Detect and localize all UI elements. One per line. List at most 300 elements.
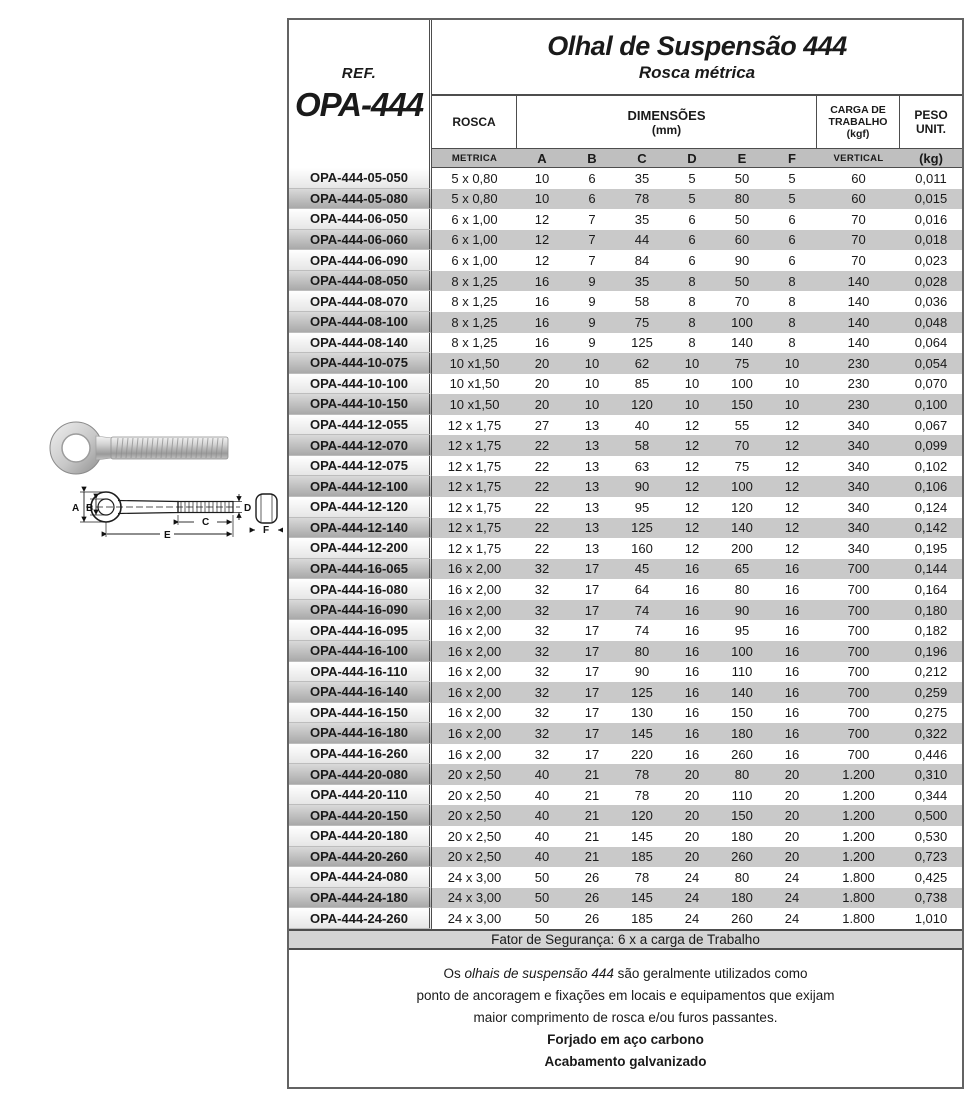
col-header-carga: CARGA DE TRABALHO (kgf) [817,96,900,148]
cell-c: 78 [634,787,650,803]
cell-e: 180 [731,890,753,906]
safety-factor-bar: Fator de Segurança: 6 x a carga de Trabalho [289,929,962,950]
cell-ref: OPA-444-16-065 [289,559,432,580]
cell-f: 20 [784,828,800,844]
cell-e: 90 [734,253,750,269]
cell-vertical: 1.200 [842,828,875,844]
cell-c: 145 [631,828,653,844]
cell-ref: OPA-444-16-095 [289,620,432,641]
cell-a: 22 [534,540,550,556]
cell-vertical: 340 [847,499,870,515]
table-row [289,209,962,230]
cell-a: 22 [534,479,550,495]
cell-ref: OPA-444-10-075 [289,353,432,374]
cell-rosca: 16 x 2,00 [447,684,502,700]
cell-c: 35 [634,170,650,186]
cell-d: 16 [684,664,700,680]
cell-b: 10 [584,355,600,371]
cell-rosca: 16 x 2,00 [447,602,502,618]
cell-f: 6 [788,211,796,227]
ref-header-cell [289,20,432,168]
cell-b: 21 [584,808,600,824]
cell-c: 120 [631,396,653,412]
cell-peso: 0,196 [914,643,948,659]
cell-f: 5 [788,191,796,207]
cell-rosca: 16 x 2,00 [447,643,502,659]
notes-box [289,950,962,1087]
cell-c: 84 [634,253,650,269]
eye-bolt-illustration [28,412,283,562]
cell-a: 12 [534,211,550,227]
cell-f: 16 [784,602,800,618]
cell-peso: 0,322 [914,725,948,741]
col-header-dimensoes: DIMENSÕES (mm) [517,96,817,148]
cell-b: 17 [584,684,600,700]
cell-vertical: 230 [847,376,870,392]
cell-c: 120 [631,808,653,824]
cell-d: 16 [684,725,700,741]
cell-a: 12 [534,253,550,269]
cell-d: 5 [688,191,696,207]
cell-a: 32 [534,725,550,741]
cell-c: 62 [634,355,650,371]
column-headers [432,96,962,148]
cell-ref: OPA-444-06-090 [289,250,432,271]
table-row [289,291,962,312]
cell-e: 140 [731,520,753,536]
cell-peso: 1,010 [914,911,948,927]
cell-b: 21 [584,787,600,803]
cell-vertical: 1.800 [842,911,875,927]
cell-peso: 0,195 [914,540,948,556]
cell-e: 100 [731,643,753,659]
cell-rosca: 12 x 1,75 [447,479,502,495]
cell-b: 13 [584,499,600,515]
cell-rosca: 8 x 1,25 [451,314,498,330]
cell-vertical: 60 [851,191,866,207]
cell-rosca: 12 x 1,75 [447,540,502,556]
cell-c: 44 [634,232,650,248]
cell-e: 50 [734,211,750,227]
cell-peso: 0,142 [914,520,948,536]
cell-vertical: 700 [847,582,870,598]
cell-rosca: 6 x 1,00 [451,211,498,227]
cell-b: 26 [584,890,600,906]
cell-peso: 0,500 [914,808,948,824]
page-title: Olhal de Suspensão 444 [547,31,847,61]
dim-label-f: F [263,525,270,536]
dim-label-d: D [244,503,252,514]
cell-b: 17 [584,664,600,680]
cell-e: 140 [731,335,753,351]
cell-vertical: 70 [851,253,866,269]
page-subtitle: Rosca métrica [638,63,756,82]
cell-a: 40 [534,828,550,844]
cell-vertical: 1.200 [842,849,875,865]
cell-d: 16 [684,623,700,639]
title-box [432,20,962,96]
cell-c: 74 [634,602,650,618]
cell-peso: 0,124 [914,499,948,515]
cell-a: 32 [534,705,550,721]
cell-f: 12 [784,479,800,495]
cell-b: 7 [588,253,596,269]
cell-f: 12 [784,438,800,454]
cell-b: 21 [584,828,600,844]
cell-rosca: 8 x 1,25 [451,273,498,289]
table-row [289,641,962,662]
cell-vertical: 230 [847,396,870,412]
cell-c: 125 [631,520,653,536]
cell-a: 22 [534,520,550,536]
cell-d: 8 [688,335,696,351]
cell-peso: 0,344 [914,787,948,803]
cell-rosca: 6 x 1,00 [451,253,498,269]
cell-ref: OPA-444-05-050 [289,168,432,189]
cell-e: 90 [734,602,750,618]
cell-a: 16 [534,294,550,310]
dim-label-e: E [164,530,171,541]
cell-ref: OPA-444-20-260 [289,847,432,868]
cell-peso: 0,100 [914,396,948,412]
cell-c: 125 [631,335,653,351]
table-row [289,476,962,497]
cell-rosca: 24 x 3,00 [447,869,502,885]
cell-rosca: 8 x 1,25 [451,335,498,351]
cell-e: 50 [734,170,750,186]
cell-ref: OPA-444-10-100 [289,374,432,395]
cell-d: 20 [684,849,700,865]
cell-vertical: 340 [847,438,870,454]
cell-peso: 0,738 [914,890,948,906]
cell-ref: OPA-444-16-080 [289,579,432,600]
cell-a: 10 [534,170,550,186]
table-row [289,682,962,703]
cell-peso: 0,064 [914,335,948,351]
cell-rosca: 10 x1,50 [449,376,500,392]
cell-d: 16 [684,602,700,618]
cell-d: 20 [684,787,700,803]
cell-e: 260 [731,746,753,762]
cell-peso: 0,180 [914,602,948,618]
cell-rosca: 20 x 2,50 [447,849,502,865]
cell-e: 260 [731,911,753,927]
cell-e: 200 [731,540,753,556]
cell-ref: OPA-444-16-180 [289,723,432,744]
cell-vertical: 700 [847,746,870,762]
cell-f: 24 [784,890,800,906]
cell-peso: 0,310 [914,767,948,783]
cell-peso: 0,067 [914,417,948,433]
cell-c: 35 [634,211,650,227]
cell-ref: OPA-444-12-140 [289,518,432,539]
notes-line-5: Acabamento galvanizado [544,1053,707,1069]
table-row [289,662,962,683]
cell-peso: 0,028 [914,273,948,289]
cell-b: 26 [584,869,600,885]
catalog-table [287,18,964,1089]
cell-vertical: 700 [847,561,870,577]
subheader-b: B [587,150,597,166]
cell-vertical: 700 [847,602,870,618]
cell-a: 10 [534,191,550,207]
cell-e: 60 [734,232,750,248]
cell-b: 17 [584,643,600,659]
cell-b: 17 [584,623,600,639]
cell-b: 17 [584,602,600,618]
cell-e: 75 [734,458,750,474]
eye-bolt-graphic [28,412,283,562]
cell-f: 5 [788,170,796,186]
table-row [289,353,962,374]
cell-e: 80 [734,582,750,598]
cell-f: 8 [788,273,796,289]
cell-f: 10 [784,396,800,412]
cell-b: 10 [584,376,600,392]
table-row [289,333,962,354]
cell-c: 78 [634,191,650,207]
cell-b: 10 [584,396,600,412]
cell-ref: OPA-444-12-120 [289,497,432,518]
cell-b: 13 [584,479,600,495]
cell-a: 16 [534,273,550,289]
cell-rosca: 12 x 1,75 [447,520,502,536]
table-row [289,312,962,333]
table-row [289,168,962,189]
cell-c: 125 [631,684,653,700]
cell-d: 12 [684,499,700,515]
cell-b: 13 [584,520,600,536]
cell-ref: OPA-444-08-100 [289,312,432,333]
subheader-a: A [537,150,547,166]
cell-e: 140 [731,684,753,700]
cell-vertical: 1.200 [842,767,875,783]
cell-rosca: 20 x 2,50 [447,808,502,824]
cell-d: 10 [684,376,700,392]
cell-ref: OPA-444-16-100 [289,641,432,662]
cell-f: 6 [788,253,796,269]
cell-c: 130 [631,705,653,721]
cell-d: 16 [684,582,700,598]
cell-b: 7 [588,211,596,227]
cell-ref: OPA-444-12-070 [289,435,432,456]
cell-e: 180 [731,828,753,844]
cell-f: 12 [784,458,800,474]
dim-label-b: B [86,503,94,514]
cell-e: 110 [731,787,753,803]
cell-c: 63 [634,458,650,474]
cell-a: 20 [534,396,550,412]
cell-c: 75 [634,314,650,330]
cell-f: 16 [784,746,800,762]
cell-c: 185 [631,849,653,865]
cell-rosca: 8 x 1,25 [451,294,498,310]
table-row [289,497,962,518]
table-row [289,723,962,744]
cell-f: 10 [784,355,800,371]
table-row [289,189,962,210]
cell-c: 35 [634,273,650,289]
cell-f: 20 [784,787,800,803]
cell-b: 9 [588,273,596,289]
cell-rosca: 12 x 1,75 [447,458,502,474]
cell-a: 40 [534,849,550,865]
cell-e: 55 [734,417,750,433]
table-row [289,415,962,436]
cell-c: 78 [634,869,650,885]
cell-f: 16 [784,705,800,721]
sub-headers [432,148,962,168]
cell-ref: OPA-444-12-075 [289,456,432,477]
cell-c: 58 [634,438,650,454]
cell-b: 26 [584,911,600,927]
col-header-rosca: ROSCA [432,96,517,148]
cell-e: 180 [731,725,753,741]
cell-a: 16 [534,335,550,351]
table-row [289,230,962,251]
subheader-kg: (kg) [919,150,943,166]
cell-peso: 0,144 [914,561,948,577]
cell-b: 17 [584,705,600,721]
subheader-vertical: VERTICAL [833,152,884,164]
cell-e: 120 [731,499,753,515]
cell-peso: 0,102 [914,458,948,474]
cell-ref: OPA-444-16-260 [289,744,432,765]
cell-a: 32 [534,602,550,618]
cell-ref: OPA-444-05-080 [289,189,432,210]
cell-c: 90 [634,664,650,680]
table-row [289,250,962,271]
cell-a: 32 [534,746,550,762]
cell-rosca: 20 x 2,50 [447,767,502,783]
cell-f: 16 [784,582,800,598]
cell-ref: OPA-444-16-090 [289,600,432,621]
table-row [289,703,962,724]
table-row [289,518,962,539]
cell-a: 32 [534,684,550,700]
cell-e: 70 [734,438,750,454]
cell-f: 12 [784,520,800,536]
cell-b: 13 [584,417,600,433]
cell-peso: 0,054 [914,355,948,371]
cell-b: 17 [584,582,600,598]
cell-d: 6 [688,253,696,269]
dim-label-a: A [72,503,80,514]
table-row [289,620,962,641]
eye-bolt-photo [50,422,228,474]
cell-rosca: 5 x 0,80 [451,170,498,186]
cell-b: 13 [584,458,600,474]
cell-d: 12 [684,479,700,495]
cell-b: 6 [588,170,596,186]
cell-c: 160 [631,540,653,556]
cell-a: 40 [534,808,550,824]
cell-f: 20 [784,767,800,783]
cell-peso: 0,275 [914,705,948,721]
cell-f: 16 [784,643,800,659]
cell-c: 145 [631,890,653,906]
table-row [289,908,962,929]
table-row [289,764,962,785]
cell-e: 75 [734,355,750,371]
cell-ref: OPA-444-16-150 [289,703,432,724]
cell-d: 12 [684,417,700,433]
notes-line-2: ponto de ancoragem e fixações em locais e equipamentos que exijam [416,987,835,1003]
cell-b: 9 [588,335,596,351]
table-row [289,559,962,580]
cell-d: 10 [684,355,700,371]
cell-vertical: 340 [847,458,870,474]
table-row [289,847,962,868]
table-row [289,435,962,456]
cell-vertical: 700 [847,725,870,741]
cell-peso: 0,023 [914,253,948,269]
cell-d: 8 [688,314,696,330]
cell-a: 32 [534,643,550,659]
cell-d: 8 [688,273,696,289]
subheader-f: F [788,150,796,166]
cell-e: 70 [734,294,750,310]
cell-ref: OPA-444-06-060 [289,230,432,251]
cell-rosca: 16 x 2,00 [447,705,502,721]
cell-f: 8 [788,335,796,351]
table-row [289,271,962,292]
cell-vertical: 1.200 [842,787,875,803]
cell-f: 16 [784,623,800,639]
cell-a: 20 [534,376,550,392]
cell-b: 17 [584,561,600,577]
cell-ref: OPA-444-24-260 [289,908,432,929]
cell-a: 22 [534,499,550,515]
cell-d: 6 [688,211,696,227]
cell-vertical: 700 [847,623,870,639]
cell-vertical: 700 [847,664,870,680]
cell-e: 65 [734,561,750,577]
cell-ref: OPA-444-16-140 [289,682,432,703]
cell-d: 8 [688,294,696,310]
cell-a: 22 [534,458,550,474]
cell-peso: 0,164 [914,582,948,598]
notes-line-3: maior comprimento de rosca e/ou furos passantes. [473,1009,778,1025]
cell-rosca: 16 x 2,00 [447,746,502,762]
cell-rosca: 6 x 1,00 [451,232,498,248]
cell-rosca: 16 x 2,00 [447,623,502,639]
cell-vertical: 1.800 [842,869,875,885]
cell-peso: 0,048 [914,314,948,330]
cell-f: 24 [784,869,800,885]
cell-vertical: 60 [851,170,866,186]
cell-f: 16 [784,561,800,577]
cell-e: 150 [731,396,753,412]
cell-f: 12 [784,499,800,515]
cell-a: 50 [534,911,550,927]
cell-ref: OPA-444-24-180 [289,888,432,909]
cell-e: 80 [734,191,750,207]
cell-e: 95 [734,623,750,639]
cell-d: 12 [684,458,700,474]
cell-a: 20 [534,355,550,371]
table-row [289,785,962,806]
subheader-c: C [637,150,647,166]
cell-d: 12 [684,438,700,454]
cell-f: 16 [784,725,800,741]
cell-peso: 0,018 [914,232,948,248]
cell-vertical: 700 [847,684,870,700]
cell-e: 110 [731,664,753,680]
subheader-e: E [737,150,747,166]
cell-ref: OPA-444-12-200 [289,538,432,559]
cell-ref: OPA-444-20-180 [289,826,432,847]
